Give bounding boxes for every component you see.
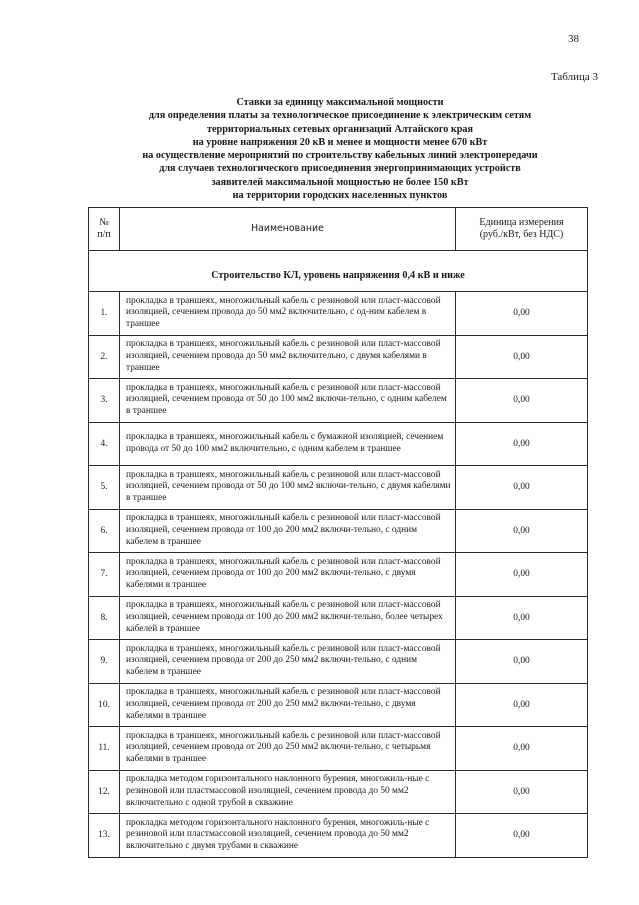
- row-value: 0,00: [456, 466, 588, 510]
- row-number: 12.: [89, 770, 120, 814]
- heading-line: заявителей максимальной мощностью не более 150 кВт: [211, 176, 469, 188]
- row-number: 9.: [89, 640, 120, 684]
- row-value: 0,00: [456, 596, 588, 640]
- table-row: [89, 292, 588, 336]
- rates-table: [88, 207, 588, 858]
- header-number-line1: №: [99, 217, 109, 228]
- row-name: прокладка в траншеях, многожильный кабель с резиновой или пласт-массовой изоляцией, сечением провода от 100 до 200 мм2 включи-тельно, с одним кабелем в траншее: [120, 509, 456, 553]
- row-number: 2.: [89, 335, 120, 379]
- header-unit: [456, 208, 588, 251]
- row-number: 3.: [89, 379, 120, 423]
- row-value: 0,00: [456, 770, 588, 814]
- row-name: прокладка в траншеях, многожильный кабель с резиновой или пласт-массовой изоляцией, сечением провода от 100 до 200 мм2 включи-тельно, более четырех кабелей в траншее: [120, 596, 456, 640]
- row-number: 4.: [89, 422, 120, 466]
- row-name: прокладка в траншеях, многожильный кабель с резиновой или пласт-массовой изоляцией, сечением провода от 50 до 100 мм2 включи-тельно, с двумя кабелями в траншее: [120, 466, 456, 510]
- header-unit-line1: Единица измерения: [479, 217, 564, 228]
- section-title: Строительство КЛ, уровень напряжения 0,4 кВ и ниже: [211, 270, 465, 281]
- table-row: [89, 335, 588, 379]
- row-name: прокладка в траншеях, многожильный кабель с резиновой или пласт-массовой изоляцией, сечением провода от 200 до 250 мм2 включи-тельно, с четырьмя кабелями в траншее: [120, 727, 456, 771]
- heading-line: для случаев технологического присоединения энергопринимающих устройств: [159, 163, 521, 175]
- row-name: прокладка в траншеях, многожильный кабель с бумажной изоляцией, сечением провода от 50 до 100 мм2 включительно, с одним кабелем в траншее: [120, 422, 456, 466]
- header-unit-line2: (руб./кВт, без НДС): [479, 229, 564, 240]
- row-name: прокладка методом горизонтального наклонного бурения, многожиль-ные с резиновой или пластмассовой изоляцией, сечением провода до 50 мм2 включительно с двумя трубами в скважине: [120, 814, 456, 858]
- page-number: 38: [568, 33, 579, 45]
- row-number: 10.: [89, 683, 120, 727]
- section-title-cell: [89, 251, 588, 292]
- row-value: 0,00: [456, 640, 588, 684]
- row-name: прокладка в траншеях, многожильный кабель с резиновой или пласт-массовой изоляцией, сечением провода от 200 до 250 мм2 включи-тельно, с одним кабелем в траншее: [120, 640, 456, 684]
- heading-line: на уровне напряжения 20 кВ и менее и мощности менее 670 кВт: [192, 136, 488, 148]
- table-row: [89, 770, 588, 814]
- section-row: [89, 251, 588, 292]
- row-value: 0,00: [456, 553, 588, 597]
- row-value: 0,00: [456, 422, 588, 466]
- row-number: 13.: [89, 814, 120, 858]
- row-number: 6.: [89, 509, 120, 553]
- table-row: [89, 379, 588, 423]
- header-number: [89, 208, 120, 251]
- row-number: 5.: [89, 466, 120, 510]
- row-value: 0,00: [456, 292, 588, 336]
- table-row: [89, 596, 588, 640]
- row-name: прокладка в траншеях, многожильный кабель с резиновой или пласт-массовой изоляцией, сечением провода до 50 мм2 включительно, с двумя кабелями в траншее: [120, 335, 456, 379]
- heading-line: для определения платы за технологическое присоединение к электрическим сетям: [148, 110, 532, 122]
- table-row: [89, 553, 588, 597]
- table-heading: [90, 96, 590, 202]
- table-row: [89, 683, 588, 727]
- heading-line: Ставки за единицу максимальной мощности: [236, 97, 444, 108]
- row-number: 11.: [89, 727, 120, 771]
- row-name: прокладка в траншеях, многожильный кабель с резиновой или пласт-массовой изоляцией, сечением провода от 100 до 200 мм2 включи-тельно, с двумя кабелями в траншее: [120, 553, 456, 597]
- header-name: Наименование: [120, 208, 456, 251]
- row-name: прокладка в траншеях, многожильный кабель с резиновой или пласт-массовой изоляцией, сечением провода от 50 до 100 мм2 включи-тельно, с одним кабелем в траншее: [120, 379, 456, 423]
- row-value: 0,00: [456, 683, 588, 727]
- row-name: прокладка методом горизонтального наклонного бурения, многожиль-ные с резиновой или пластмассовой изоляцией, сечением провода до 50 мм2 включительно с одной трубой в скважине: [120, 770, 456, 814]
- heading-line: территориальных сетевых организаций Алтайского края: [207, 123, 473, 135]
- heading-line: на осуществление мероприятий по строительству кабельных линий электропередачи: [142, 150, 538, 162]
- row-name: прокладка в траншеях, многожильный кабель с резиновой или пласт-массовой изоляцией, сечением провода до 50 мм2 включительно, с од-ним кабелем в траншее: [120, 292, 456, 336]
- row-value: 0,00: [456, 509, 588, 553]
- row-value: 0,00: [456, 379, 588, 423]
- row-number: 1.: [89, 292, 120, 336]
- row-value: 0,00: [456, 814, 588, 858]
- row-name: прокладка в траншеях, многожильный кабель с резиновой или пласт-массовой изоляцией, сечением провода от 200 до 250 мм2 включи-тельно, с двумя кабелями в траншее: [120, 683, 456, 727]
- header-number-line2: п/п: [97, 229, 111, 240]
- table-row: [89, 640, 588, 684]
- table-row: [89, 466, 588, 510]
- row-value: 0,00: [456, 727, 588, 771]
- table-row: [89, 727, 588, 771]
- row-value: 0,00: [456, 335, 588, 379]
- table-row: [89, 509, 588, 553]
- heading-line: на территории городских населенных пунктов: [232, 190, 448, 202]
- table-row: [89, 814, 588, 858]
- row-number: 7.: [89, 553, 120, 597]
- row-number: 8.: [89, 596, 120, 640]
- table-row: [89, 422, 588, 466]
- table-header-row: [89, 208, 588, 251]
- table-label: Таблица 3: [550, 71, 598, 83]
